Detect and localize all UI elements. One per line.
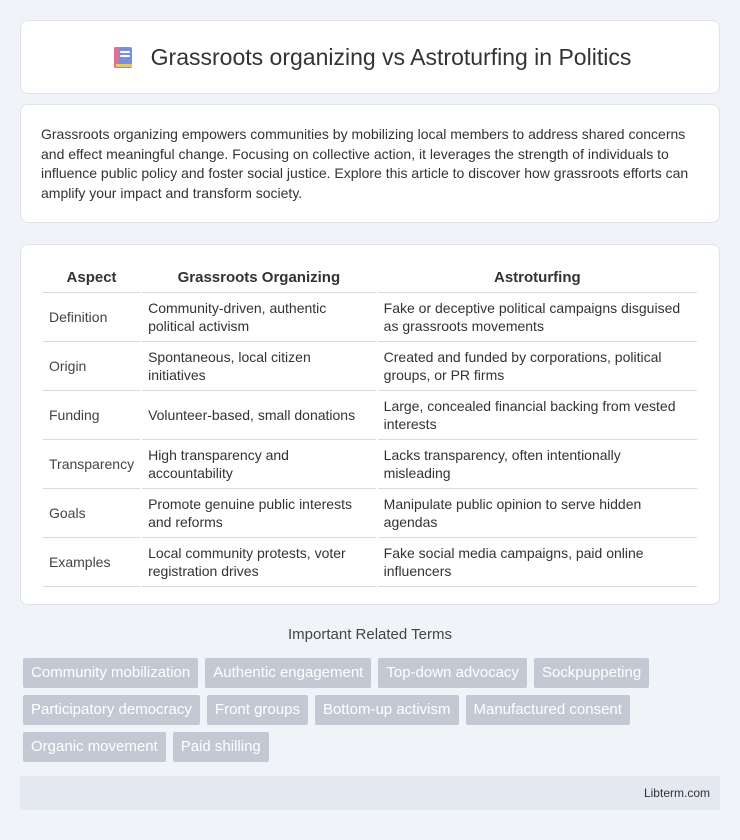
header-aspect: Aspect xyxy=(43,263,140,293)
row-aspect: Examples xyxy=(43,538,140,587)
related-terms-list xyxy=(23,658,723,762)
table-row xyxy=(43,538,697,587)
table-header-row xyxy=(43,263,697,293)
footer xyxy=(20,776,720,810)
comparison-card xyxy=(20,244,720,605)
term-tag[interactable]: Community mobilization xyxy=(23,658,198,688)
row-aspect: Origin xyxy=(43,342,140,391)
footer-site-link[interactable]: Libterm.com xyxy=(643,786,710,800)
row-astroturfing: Created and funded by corporations, political groups, or PR firms xyxy=(378,342,697,391)
table-row xyxy=(43,489,697,538)
page-title: Grassroots organizing vs Astroturfing in Politics xyxy=(150,43,632,70)
row-grassroots: Community-driven, authentic political activism xyxy=(142,293,376,342)
row-astroturfing: Large, concealed financial backing from vested interests xyxy=(378,391,697,440)
header-grassroots: Grassroots Organizing xyxy=(142,263,376,293)
term-tag[interactable]: Paid shilling xyxy=(173,732,269,762)
term-tag[interactable]: Bottom-up activism xyxy=(315,695,459,725)
row-astroturfing: Fake social media campaigns, paid online influencers xyxy=(378,538,697,587)
table-row xyxy=(43,440,697,489)
term-tag[interactable]: Organic movement xyxy=(23,732,166,762)
table-row xyxy=(43,293,697,342)
row-astroturfing: Manipulate public opinion to serve hidden agendas xyxy=(378,489,697,538)
row-aspect: Goals xyxy=(43,489,140,538)
term-tag[interactable]: Top-down advocacy xyxy=(378,658,527,688)
row-grassroots: Local community protests, voter registration drives xyxy=(142,538,376,587)
header-card xyxy=(20,20,720,94)
term-tag[interactable]: Manufactured consent xyxy=(466,695,630,725)
header-astroturfing: Astroturfing xyxy=(378,263,697,293)
intro-text: Grassroots organizing empowers communities by mobilizing local members to address shared concerns and effect meaningful change. Focusing on collective action, it leverages the strength of individuals to influence public policy and foster social justice. Explore this article to discover how grassroots efforts can amplify your impact and transform society. xyxy=(41,126,689,201)
table-row xyxy=(43,391,697,440)
term-tag[interactable]: Sockpuppeting xyxy=(534,658,649,688)
row-astroturfing: Lacks transparency, often intentionally misleading xyxy=(378,440,697,489)
row-aspect: Definition xyxy=(43,293,140,342)
term-tag[interactable]: Authentic engagement xyxy=(205,658,371,688)
intro-card xyxy=(20,104,720,223)
term-tag[interactable]: Front groups xyxy=(207,695,308,725)
term-tag[interactable]: Participatory democracy xyxy=(23,695,200,725)
row-aspect: Funding xyxy=(43,391,140,440)
book-icon xyxy=(109,43,137,71)
comparison-table xyxy=(41,263,699,587)
row-grassroots: Spontaneous, local citizen initiatives xyxy=(142,342,376,391)
row-grassroots: Promote genuine public interests and reforms xyxy=(142,489,376,538)
row-astroturfing: Fake or deceptive political campaigns disguised as grassroots movements xyxy=(378,293,697,342)
table-row xyxy=(43,342,697,391)
row-aspect: Transparency xyxy=(43,440,140,489)
row-grassroots: Volunteer-based, small donations xyxy=(142,391,376,440)
row-grassroots: High transparency and accountability xyxy=(142,440,376,489)
related-terms-title: Important Related Terms xyxy=(288,626,452,643)
